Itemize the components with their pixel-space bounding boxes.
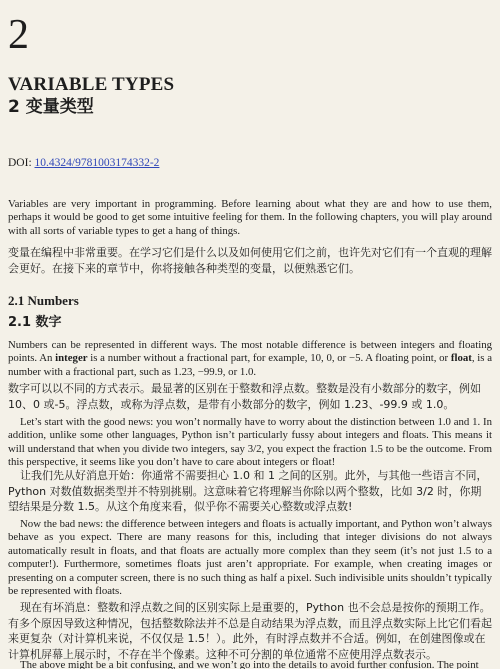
- doi-link[interactable]: 10.4324/9781003174332-2: [34, 157, 160, 169]
- chapter-title-zh: 2 变量类型: [8, 97, 94, 117]
- doi-label: DOI:: [8, 157, 35, 169]
- chapter-number: 2: [8, 12, 29, 58]
- paragraph-bad-news-zh: 现在有坏消息：整数和浮点数之间的区别实际上是重要的，Python 也不会总是按你的预期工作。有多个原因导致这种情况，包括整数除法并不总是自动结果为浮点数，而且浮点数实际上比它们看起来更复杂（对计算机来说，不仅仅是 1.5！）。此外，有时浮点数并不合适。例如，在创建图像或在计算机屏幕上展示时，不存在半个像素。这种不可分割的单位通常不应使用浮点数表示。: [8, 601, 492, 661]
- intro-paragraph-zh: 变量在编程中非常重要。在学习它们是什么以及如何使用它们之前，也许先对它们有一个直观的理解会更好。在接下来的章节中，你将接触各种类型的变量，以便熟悉它们。: [8, 246, 492, 275]
- paragraph-text: , is a number with a fractional part, such as 1.23, −99.9, or 1.0.: [8, 352, 492, 378]
- paragraph-text: Numbers can be represented in different ways. The most notable difference is between integers and floating points. An: [8, 339, 492, 365]
- paragraph-text: is a number without a fractional part, for example, 10, 0, or −5. A floating point, or: [87, 352, 451, 365]
- paragraph-numbers-en: [8, 339, 492, 379]
- integer-term: integer: [55, 352, 88, 365]
- section-title-en: 2.1 Numbers: [8, 293, 79, 308]
- intro-paragraph-en: Variables are very important in programming. Before learning about what they are and how to use them, perhaps it would be good to get some intuitive feeling for them. In the following chapters, you will play around with all sorts of variable types to get a hang of things.: [8, 198, 492, 237]
- chapter-title-en: VARIABLE TYPES: [8, 74, 175, 95]
- doi-line: [8, 157, 159, 171]
- section-title-zh: 2.1 数字: [8, 315, 62, 330]
- paragraph-bad-news-en: Now the bad news: the difference between integers and floats is actually important, and Python won’t always behave as you expect. There are many reasons for this, including that integer divisions do not always automatically result in floats, and that floats are actually more complex than they seem (it’s not just 1.5 to a computer!). Furthermore, sometimes floats just aren’t appropriate. For example, when creating images or presenting on a computer screen, there is no such thing as half a pixel. Such indivisible units shouldn’t typically be represented with floats.: [8, 518, 492, 597]
- paragraph-partial-en: The above might be a bit confusing, and we won’t go into the details to avoid further confusion. The point: [20, 659, 479, 669]
- paragraph-numbers-zh: 数字可以以不同的方式表示。最显著的区别在于整数和浮点数。整数是没有小数部分的数字，例如10、0 或-5。浮点数，或称为浮点数，是带有小数部分的数字，例如 1.23、-99.9 或 1.0。: [8, 382, 481, 411]
- paragraph-good-news-en: Let’s start with the good news: you won’t normally have to worry about the distinction between 1.0 and 1. In addition, unlike some other languages, Python isn’t particularly fussy about integers and floats. This means it will understand that when you divide two integers, say 3/2, you expect the fraction 1.5 to be the outcome. From this perspective, it seems like you don’t have to care about integers or float!: [8, 416, 492, 469]
- paragraph-good-news-zh: 让我们先从好消息开始：你通常不需要担心 1.0 和 1 之间的区别。此外，与其他一些语言不同，Python 对数值数据类型并不特别挑剔。这意味着它将理解当你除以两个整数，比如 3/2 时，你期望结果是分数 1.5。从这个角度来看，似乎你不需要关心整数或浮点数!: [8, 469, 488, 514]
- float-term: float: [450, 352, 472, 365]
